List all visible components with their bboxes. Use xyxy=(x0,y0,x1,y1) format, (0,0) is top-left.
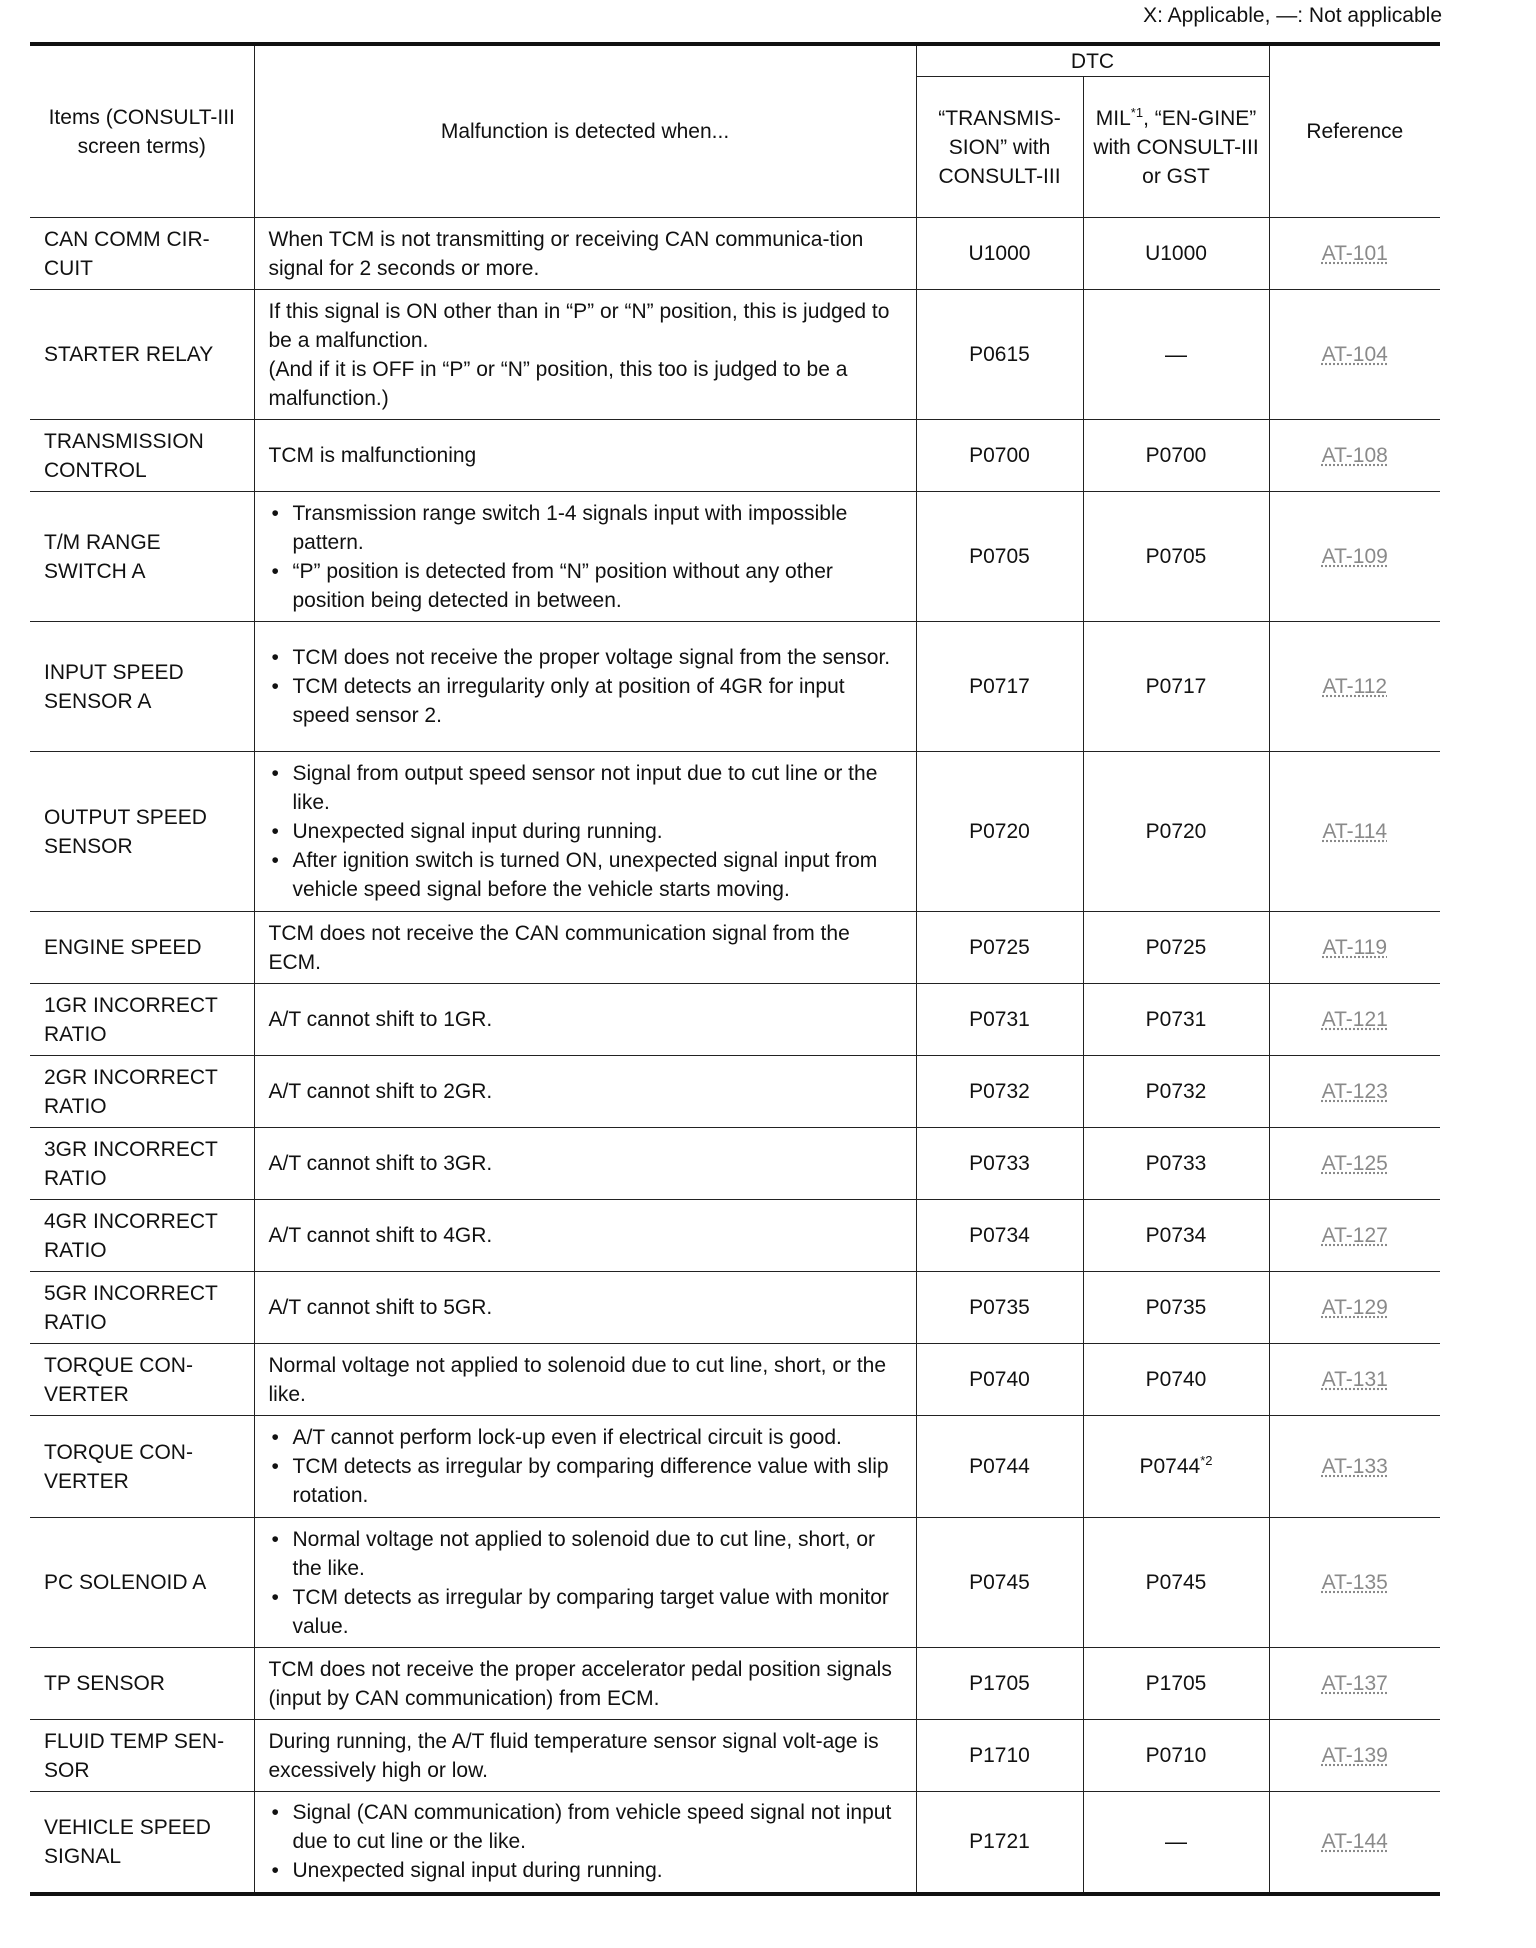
reference-cell xyxy=(1269,1128,1440,1200)
reference-cell xyxy=(1269,622,1440,752)
reference-link[interactable]: AT-121 xyxy=(1321,1008,1388,1031)
header-transmission-label: “TRANSMIS-SION” with CONSULT-III xyxy=(938,106,1061,188)
dtc-mil-value: P0733 xyxy=(1145,1152,1207,1175)
malfunction-list xyxy=(269,499,902,615)
table-row xyxy=(30,1128,1440,1200)
malfunction-cell xyxy=(254,1056,916,1128)
reference-link[interactable]: AT-144 xyxy=(1321,1830,1388,1854)
malfunction-bullet: • TCM detects as irregular by comparing difference value with slip rotation. xyxy=(269,1452,902,1510)
item-cell: 1GR INCORRECT RATIO xyxy=(30,984,254,1056)
malfunction-cell xyxy=(254,1200,916,1272)
item-cell: TORQUE CON-VERTER xyxy=(30,1416,254,1518)
header-dtc-label: DTC xyxy=(1070,49,1115,73)
dtc-transmission-cell: P0720 xyxy=(916,752,1083,912)
table-row xyxy=(30,290,1440,420)
malfunction-text: TCM is malfunctioning xyxy=(268,444,477,467)
malfunction-text: A/T cannot shift to 5GR. xyxy=(268,1296,493,1319)
dtc-mil-value: P0717 xyxy=(1145,675,1207,698)
reference-cell xyxy=(1269,1200,1440,1272)
malfunction-text: (And if it is OFF in “P” or “N” position, this too is judged to be a malfunction.) xyxy=(268,357,848,410)
reference-link[interactable]: AT-108 xyxy=(1321,444,1388,467)
item-cell: OUTPUT SPEED SENSOR xyxy=(30,752,254,912)
reference-cell xyxy=(1269,290,1440,420)
table-row xyxy=(30,1648,1440,1720)
reference-cell xyxy=(1269,752,1440,912)
malfunction-cell xyxy=(254,290,916,420)
malfunction-bullet: • Signal (CAN communication) from vehicle speed signal not input due to cut line or the like. xyxy=(269,1798,902,1856)
item-cell: PC SOLENOID A xyxy=(30,1518,254,1648)
malfunction-text: When TCM is not transmitting or receiving CAN communica-tion signal for 2 seconds or more. xyxy=(268,227,864,280)
reference-link[interactable]: AT-135 xyxy=(1321,1571,1388,1594)
dtc-transmission-cell: P0745 xyxy=(916,1518,1083,1648)
malfunction-text: Normal voltage not applied to solenoid due to cut line, short, or the like. xyxy=(268,1353,887,1406)
malfunction-cell xyxy=(254,1792,916,1894)
table-row xyxy=(30,1056,1440,1128)
dtc-mil-cell xyxy=(1083,218,1269,290)
table-row xyxy=(30,1272,1440,1344)
dtc-mil-value: P0744 xyxy=(1139,1455,1201,1478)
reference-link[interactable]: AT-112 xyxy=(1322,675,1388,698)
malfunction-cell xyxy=(254,1720,916,1792)
header-mil-sup: *1 xyxy=(1130,104,1144,120)
table-row xyxy=(30,1416,1440,1518)
malfunction-list xyxy=(269,1525,902,1641)
dtc-mil-cell xyxy=(1083,912,1269,984)
malfunction-bullet: • After ignition switch is turned ON, unexpected signal input from vehicle speed signal before the vehicle starts moving. xyxy=(269,846,902,904)
dtc-transmission-cell: P0733 xyxy=(916,1128,1083,1200)
reference-cell xyxy=(1269,1272,1440,1344)
malfunction-bullet: • Unexpected signal input during running. xyxy=(269,817,902,846)
reference-cell xyxy=(1269,420,1440,492)
dtc-transmission-cell: P0732 xyxy=(916,1056,1083,1128)
dtc-mil-value: P1705 xyxy=(1145,1672,1207,1695)
dtc-mil-value: P0740 xyxy=(1145,1368,1207,1391)
malfunction-bullet: • TCM does not receive the proper voltage signal from the sensor. xyxy=(269,643,902,672)
dtc-mil-value: P0734 xyxy=(1145,1224,1207,1247)
item-cell: FLUID TEMP SEN-SOR xyxy=(30,1720,254,1792)
reference-link[interactable]: AT-119 xyxy=(1322,936,1388,959)
table-row xyxy=(30,984,1440,1056)
malfunction-cell xyxy=(254,218,916,290)
reference-cell xyxy=(1269,218,1440,290)
dtc-mil-cell xyxy=(1083,622,1269,752)
dtc-mil-cell xyxy=(1083,290,1269,420)
dtc-transmission-cell: P0735 xyxy=(916,1272,1083,1344)
dtc-mil-cell xyxy=(1083,492,1269,622)
malfunction-bullet: • TCM detects an irregularity only at position of 4GR for input speed sensor 2. xyxy=(269,672,902,730)
malfunction-bullet: • “P” position is detected from “N” position without any other position being detected in between. xyxy=(269,557,902,615)
dtc-mil-cell xyxy=(1083,1720,1269,1792)
malfunction-text: A/T cannot shift to 2GR. xyxy=(268,1080,493,1103)
table-row xyxy=(30,420,1440,492)
malfunction-text: A/T cannot shift to 1GR. xyxy=(268,1008,493,1031)
table-row xyxy=(30,218,1440,290)
malfunction-list xyxy=(269,1798,902,1885)
table-row xyxy=(30,622,1440,752)
malfunction-list xyxy=(269,1423,902,1510)
dtc-transmission-cell: P1705 xyxy=(916,1648,1083,1720)
item-cell: TORQUE CON-VERTER xyxy=(30,1344,254,1416)
table-row xyxy=(30,1720,1440,1792)
malfunction-text: A/T cannot shift to 3GR. xyxy=(268,1152,493,1175)
reference-link[interactable]: AT-139 xyxy=(1321,1744,1388,1767)
dtc-transmission-cell: P0725 xyxy=(916,912,1083,984)
dtc-transmission-cell: P0705 xyxy=(916,492,1083,622)
reference-cell xyxy=(1269,1056,1440,1128)
reference-link[interactable]: AT-123 xyxy=(1321,1080,1388,1103)
reference-link[interactable]: AT-127 xyxy=(1321,1224,1388,1247)
reference-link[interactable]: AT-131 xyxy=(1321,1368,1388,1391)
reference-cell xyxy=(1269,492,1440,622)
header-transmission xyxy=(916,77,1083,218)
dtc-transmission-cell: P0731 xyxy=(916,984,1083,1056)
dtc-transmission-cell: P1721 xyxy=(916,1792,1083,1894)
table-row xyxy=(30,752,1440,912)
header-mil-prefix: MIL xyxy=(1095,106,1131,130)
dtc-table xyxy=(30,42,1440,1896)
dtc-transmission-cell: P0615 xyxy=(916,290,1083,420)
malfunction-cell xyxy=(254,1518,916,1648)
malfunction-bullet: • Transmission range switch 1-4 signals input with impossible pattern. xyxy=(269,499,902,557)
table-body xyxy=(30,218,1440,1894)
item-cell: CAN COMM CIR-CUIT xyxy=(30,218,254,290)
table-row xyxy=(30,1200,1440,1272)
malfunction-list xyxy=(269,759,902,904)
dtc-mil-cell xyxy=(1083,1128,1269,1200)
dtc-mil-cell xyxy=(1083,1648,1269,1720)
dtc-mil-value: — xyxy=(1165,341,1187,367)
malfunction-cell xyxy=(254,420,916,492)
header-malfunction-label: Malfunction is detected when... xyxy=(440,120,730,143)
malfunction-text: If this signal is ON other than in “P” or “N” position, this is judged to be a malfunction. xyxy=(268,299,890,352)
malfunction-cell xyxy=(254,622,916,752)
legend-note: X: Applicable, —: Not applicable xyxy=(1143,4,1442,27)
malfunction-cell xyxy=(254,492,916,622)
malfunction-list xyxy=(269,643,902,730)
dtc-mil-cell xyxy=(1083,1792,1269,1894)
table-row xyxy=(30,492,1440,622)
reference-cell xyxy=(1269,1648,1440,1720)
reference-link[interactable]: AT-137 xyxy=(1321,1672,1388,1695)
item-cell: 4GR INCORRECT RATIO xyxy=(30,1200,254,1272)
malfunction-cell xyxy=(254,912,916,984)
reference-cell xyxy=(1269,1518,1440,1648)
malfunction-cell xyxy=(254,752,916,912)
reference-link[interactable]: AT-104 xyxy=(1321,343,1388,366)
dtc-mil-value: P0731 xyxy=(1145,1008,1207,1031)
dtc-mil-cell xyxy=(1083,420,1269,492)
dtc-transmission-cell: P0717 xyxy=(916,622,1083,752)
reference-link[interactable]: AT-101 xyxy=(1321,242,1388,265)
header-malfunction xyxy=(254,44,916,218)
dtc-transmission-cell: P0700 xyxy=(916,420,1083,492)
malfunction-bullet: • Normal voltage not applied to solenoid due to cut line, short, or the like. xyxy=(269,1525,902,1583)
header-reference xyxy=(1269,44,1440,218)
dtc-transmission-cell: P0744 xyxy=(916,1416,1083,1518)
reference-cell xyxy=(1269,912,1440,984)
reference-cell xyxy=(1269,1344,1440,1416)
dtc-mil-value: P0735 xyxy=(1145,1296,1207,1319)
dtc-mil-cell xyxy=(1083,1200,1269,1272)
dtc-transmission-cell: P0734 xyxy=(916,1200,1083,1272)
malfunction-bullet: • TCM detects as irregular by comparing target value with monitor value. xyxy=(269,1583,902,1641)
malfunction-bullet: • Signal from output speed sensor not input due to cut line or the like. xyxy=(269,759,902,817)
malfunction-text: TCM does not receive the proper accelerator pedal position signals (input by CAN communication) from ECM. xyxy=(268,1657,892,1710)
dtc-mil-value: P0720 xyxy=(1145,820,1207,843)
dtc-mil-value: P0745 xyxy=(1145,1571,1207,1594)
malfunction-bullet: • Unexpected signal input during running. xyxy=(269,1856,902,1885)
item-cell: TP SENSOR xyxy=(30,1648,254,1720)
dtc-mil-value: P0710 xyxy=(1145,1744,1207,1767)
header-mil-suffix: , “EN-GINE” with CONSULT-III or GST xyxy=(1093,106,1259,188)
dtc-mil-cell xyxy=(1083,1518,1269,1648)
item-cell: INPUT SPEED SENSOR A xyxy=(30,622,254,752)
malfunction-cell xyxy=(254,1648,916,1720)
dtc-mil-value: — xyxy=(1165,1828,1187,1854)
item-cell: 3GR INCORRECT RATIO xyxy=(30,1128,254,1200)
header-mil xyxy=(1083,77,1269,218)
dtc-mil-cell xyxy=(1083,1272,1269,1344)
reference-cell xyxy=(1269,984,1440,1056)
reference-link[interactable]: AT-109 xyxy=(1321,545,1388,568)
dtc-mil-cell xyxy=(1083,1344,1269,1416)
item-cell: T/M RANGE SWITCH A xyxy=(30,492,254,622)
malfunction-cell xyxy=(254,1416,916,1518)
table-row xyxy=(30,1518,1440,1648)
item-cell: 2GR INCORRECT RATIO xyxy=(30,1056,254,1128)
dtc-mil-value: U1000 xyxy=(1145,242,1207,265)
malfunction-text: During running, the A/T fluid temperature sensor signal volt-age is excessively high or low. xyxy=(268,1729,879,1782)
item-cell: STARTER RELAY xyxy=(30,290,254,420)
dtc-mil-value: P0705 xyxy=(1145,545,1207,568)
reference-cell xyxy=(1269,1416,1440,1518)
dtc-mil-cell xyxy=(1083,984,1269,1056)
dtc-transmission-cell: P0740 xyxy=(916,1344,1083,1416)
header-items-label: Items (CONSULT-III screen terms) xyxy=(48,105,235,158)
item-cell: ENGINE SPEED xyxy=(30,912,254,984)
table-row xyxy=(30,912,1440,984)
reference-link[interactable]: AT-125 xyxy=(1321,1152,1388,1175)
dtc-mil-cell xyxy=(1083,1416,1269,1518)
item-cell: 5GR INCORRECT RATIO xyxy=(30,1272,254,1344)
dtc-mil-cell xyxy=(1083,752,1269,912)
malfunction-cell xyxy=(254,984,916,1056)
reference-cell xyxy=(1269,1720,1440,1792)
item-cell: VEHICLE SPEED SIGNAL xyxy=(30,1792,254,1894)
dtc-mil-value: P0725 xyxy=(1145,936,1207,959)
reference-link[interactable]: AT-129 xyxy=(1321,1296,1388,1319)
dtc-mil-cell xyxy=(1083,1056,1269,1128)
malfunction-text: TCM does not receive the CAN communication signal from the ECM. xyxy=(268,921,850,974)
malfunction-cell xyxy=(254,1272,916,1344)
table-row xyxy=(30,1792,1440,1894)
malfunction-cell xyxy=(254,1128,916,1200)
dtc-mil-footnote: *2 xyxy=(1200,1453,1213,1468)
header-reference-label: Reference xyxy=(1306,120,1404,143)
malfunction-cell xyxy=(254,1344,916,1416)
dtc-mil-value: P0700 xyxy=(1145,444,1207,467)
table-row xyxy=(30,1344,1440,1416)
dtc-mil-value: P0732 xyxy=(1145,1080,1207,1103)
reference-cell xyxy=(1269,1792,1440,1894)
item-cell: TRANSMISSION CONTROL xyxy=(30,420,254,492)
reference-link[interactable]: AT-114 xyxy=(1322,820,1388,843)
reference-link[interactable]: AT-133 xyxy=(1321,1455,1388,1478)
table-header xyxy=(30,44,1440,218)
malfunction-text: A/T cannot shift to 4GR. xyxy=(268,1224,493,1247)
header-items xyxy=(30,44,254,218)
header-dtc xyxy=(916,44,1269,77)
dtc-transmission-cell: P1710 xyxy=(916,1720,1083,1792)
dtc-transmission-cell: U1000 xyxy=(916,218,1083,290)
malfunction-bullet: • A/T cannot perform lock-up even if electrical circuit is good. xyxy=(269,1423,902,1452)
